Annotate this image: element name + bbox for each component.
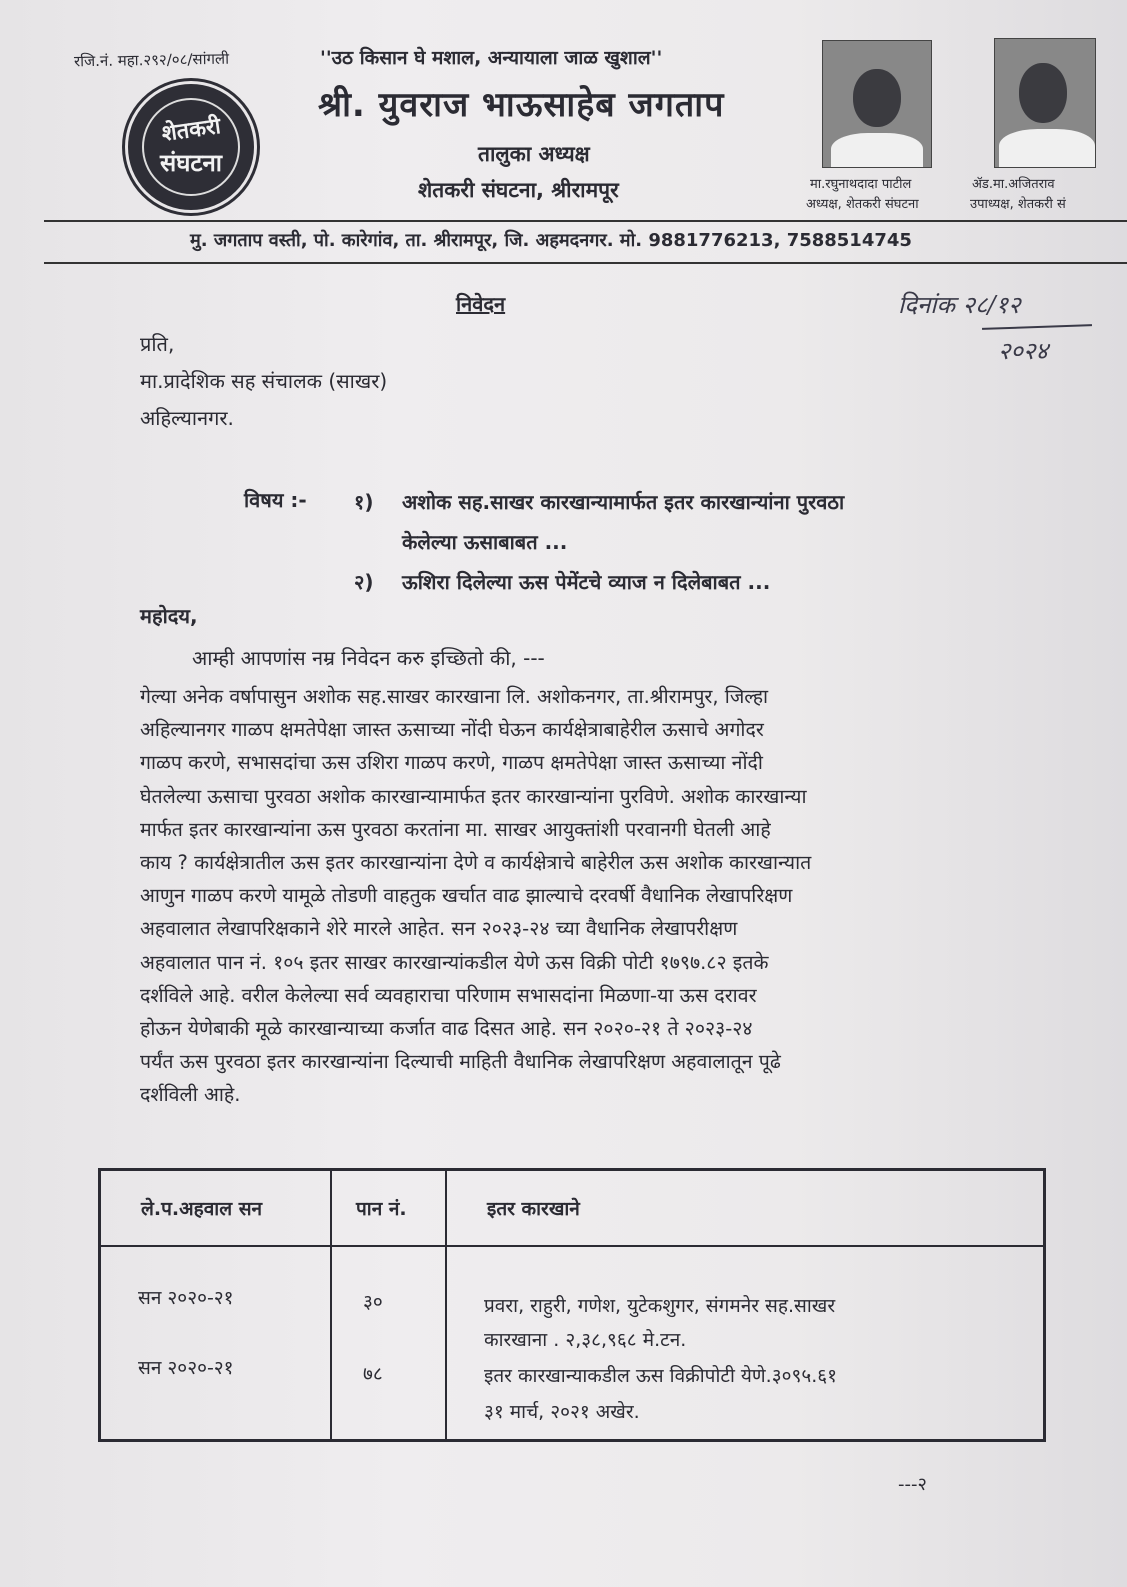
logo-text-top: शेतकरी — [160, 113, 223, 147]
subject-1-line-1: अशोक सह.साखर कारखान्यामार्फत इतर कारखान्यांना पुरवठा — [402, 490, 845, 514]
logo-text-bottom: संघटना — [159, 149, 223, 177]
photo-1-role: अध्यक्ष, शेतकरी संघटना — [806, 197, 919, 212]
row-2-page: ७८ — [363, 1363, 383, 1385]
body-line: गाळप करणे, सभासदांचा ऊस उशिरा गाळप करणे, गाळप क्षमतेपेक्षा जास्त ऊसाच्या नोंदी — [140, 751, 763, 775]
handwritten-date: दिनांक २८/१२ — [898, 291, 1021, 319]
column-header-page-no: पान नं. — [331, 1170, 446, 1247]
table-row — [100, 1246, 1045, 1441]
salutation: महोदय, — [140, 604, 198, 628]
body-line: अहवालात लेखापरिक्षकाने शेरे मारले आहेत. सन २०२३-२४ च्या वैधानिक लेखापरीक्षण — [140, 917, 738, 941]
row-1-detail-line-2: कारखाना . २,३८,९६८ मे.टन. — [484, 1329, 687, 1351]
sender-name: श्री. युवराज भाऊसाहेब जगताप — [318, 85, 725, 125]
header-rule-bottom — [44, 262, 1127, 264]
recipient-designation: मा.प्रादेशिक सह संचालक (साखर) — [140, 369, 388, 393]
body-line: होऊन येणेबाकी मूळे कारखान्याच्या कर्जात वाढ दिसत आहे. सन २०२०-२१ ते २०२३-२४ — [140, 1017, 753, 1041]
audit-report-table — [98, 1168, 1046, 1442]
portrait-photo-2 — [994, 38, 1096, 168]
header-rule-top — [44, 220, 1127, 222]
sender-designation: तालुका अध्यक्ष — [478, 142, 590, 166]
organization-logo — [128, 84, 254, 210]
slogan: ''उठ किसान घे मशाल, अन्यायाला जाळ खुशाल'' — [320, 47, 663, 69]
row-1-year: सन २०२०-२१ — [138, 1287, 234, 1309]
row-2-detail-line-1: इतर कारखान्याकडील ऊस विक्रीपोटी येणे.३०९५.६१ — [484, 1365, 838, 1387]
portrait-photo-1 — [822, 40, 932, 168]
handwritten-year: २०२४ — [998, 337, 1048, 365]
body-line: मार्फत इतर कारखान्यांना ऊस पुरवठा करतांना मा. साखर आयुक्तांशी परवानगी घेतली आहे — [140, 817, 771, 841]
photo-2-role: उपाध्यक्ष, शेतकरी सं — [970, 197, 1066, 212]
body-line: काय ? कार्यक्षेत्रातील ऊस इतर कारखान्यांना देणे व कार्यक्षेत्राचे बाहेरील ऊस अशोक कारखान्यात — [140, 851, 812, 875]
row-2-detail-line-2: ३१ मार्च, २०२१ अखेर. — [484, 1401, 640, 1423]
opening-line: आम्ही आपणांस नम्र निवेदन करु इच्छितो की, --- — [192, 646, 545, 670]
photo-2-name: ॲड.मा.अजितराव — [972, 177, 1055, 192]
registration-number: रजि.नं. महा.२९२/०८/सांगली — [73, 49, 230, 71]
recipient-prefix: प्रति, — [140, 332, 175, 356]
row-1-detail-line-1: प्रवरा, राहुरी, गणेश, युटेकशुगर, संगमनेर सह.साखर — [484, 1295, 836, 1317]
row-2-year: सन २०२०-२१ — [138, 1357, 234, 1379]
table-header-row — [100, 1170, 1045, 1247]
subject-2-text: ऊशिरा दिलेल्या ऊस पेमेंटचे व्याज न दिलेबाबत ... — [402, 570, 771, 594]
body-line: पर्यंत ऊस पुरवठा इतर कारखान्यांना दिल्याची माहिती वैधानिक लेखापरिक्षण अहवालातून पूढे — [140, 1050, 781, 1074]
column-header-report-year: ले.प.अहवाल सन — [100, 1170, 332, 1247]
next-page-marker: ---२ — [898, 1474, 927, 1495]
body-line: अहवालात पान नं. १०५ इतर साखर कारखान्यांकडील येणे ऊस विक्री पोटी १७९७.८२ इतके — [140, 950, 769, 974]
sender-organization: शेतकरी संघटना, श्रीरामपूर — [418, 178, 619, 202]
sender-address: मु. जगताप वस्ती, पो. कारेगांव, ता. श्रीरामपूर, जि. अहमदनगर. मो. 9881776213, 7588514745 — [190, 230, 912, 251]
subject-label: विषय :- — [244, 488, 307, 512]
subject-1-line-2: केलेल्या ऊसाबाबत ... — [402, 530, 568, 554]
subject-2-number: २) — [354, 570, 374, 594]
body-line: दर्शविली आहे. — [140, 1083, 241, 1107]
body-line: दर्शविले आहे. वरील केलेल्या सर्व व्यवहाराचा परिणाम सभासदांना मिळणा-या ऊस दरावर — [140, 983, 757, 1007]
body-line: घेतलेल्या ऊसाचा पुरवठा अशोक कारखान्यामार्फत इतर कारखान्यांना पुरविणे. अशोक कारखान्या — [140, 784, 807, 808]
date-underline — [982, 324, 1092, 330]
subject-1-number: १) — [354, 490, 374, 514]
letter-title: निवेदन — [456, 292, 506, 316]
body-line: अहिल्यानगर गाळप क्षमतेपेक्षा जास्त ऊसाच्या नोंदी घेऊन कार्यक्षेत्राबाहेरील ऊसाचे अगोदर — [140, 718, 764, 742]
row-1-page: ३० — [363, 1291, 383, 1313]
photo-1-name: मा.रघुनाथदादा पाटील — [810, 177, 912, 192]
column-header-other-factories: इतर कारखाने — [446, 1170, 1045, 1247]
body-line: गेल्या अनेक वर्षापासुन अशोक सह.साखर कारखाना लि. अशोकनगर, ता.श्रीरामपुर, जिल्हा — [140, 685, 769, 708]
recipient-city: अहिल्यानगर. — [140, 406, 234, 430]
body-line: आणुन गाळप करणे यामूळे तोडणी वाहतुक खर्चात वाढ झाल्याचे दरवर्षी वैधानिक लेखापरिक्षण — [140, 884, 793, 908]
body-paragraph — [140, 680, 1035, 1112]
